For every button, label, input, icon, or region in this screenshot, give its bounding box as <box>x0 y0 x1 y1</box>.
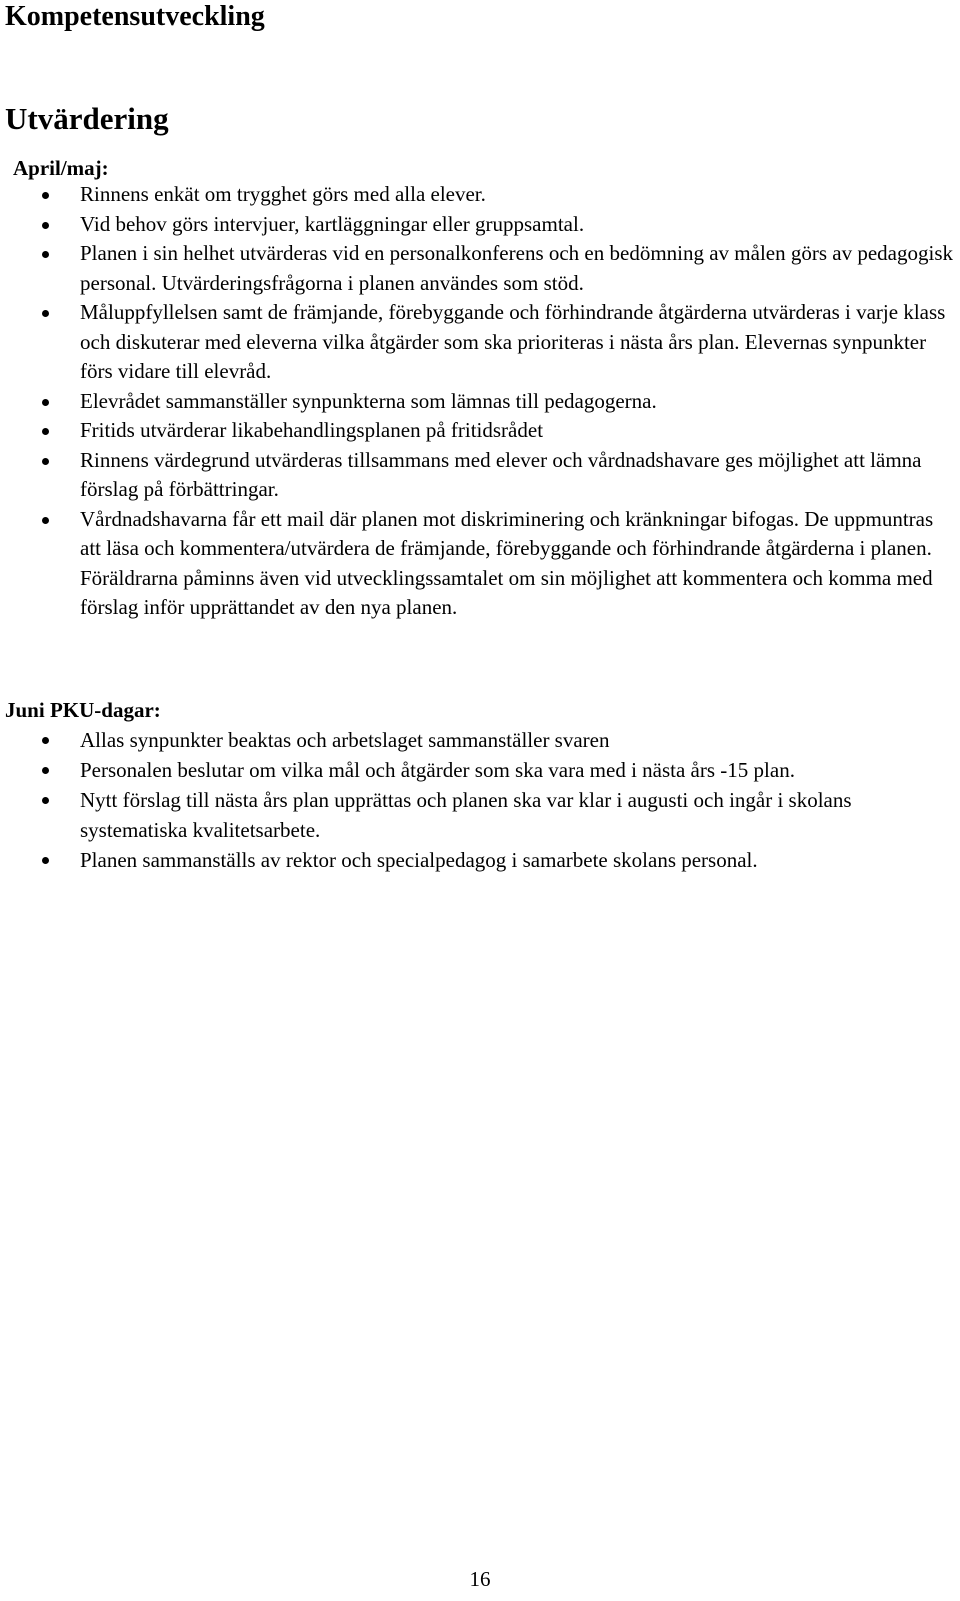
list-item-text: Rinnens värdegrund utvärderas tillsammans med elever och vårdnadshavare ges möjlighet att lämna förslag på förbättringar. <box>80 447 922 501</box>
list-item-text: Nytt förslag till nästa års plan upprättas och planen ska var klar i augusti och ingår i skolans systematiska kvalitetsarbete. <box>80 788 852 842</box>
list-item-text: Rinnens enkät om trygghet görs med alla elever. <box>80 182 486 206</box>
list-item-text: Personalen beslutar om vilka mål och åtgärder som ska vara med i nästa års -15 plan. <box>80 758 795 782</box>
list-item-text: Allas synpunkter beaktas och arbetslaget sammanställer svaren <box>80 728 610 752</box>
page-number: 16 <box>469 1567 491 1591</box>
bullet-dot-icon <box>42 192 49 199</box>
list-item-text: Vårdnadshavarna får ett mail där planen mot diskriminering och kränkningar bifogas. De uppmuntras att läsa och kommentera/utvärdera de främjande, förebyggande och förhindrande åtgärderna i planen. Föräldrarna påminns även vid utvecklingssamtalet om sin möjlighet att kommentera och komma med förslag inför upprättandet av den nya planen. <box>80 506 934 619</box>
bullet-dot-icon <box>42 797 49 804</box>
list-item <box>0 785 960 845</box>
bullet-dot-icon <box>42 399 49 406</box>
bullet-dot-icon <box>42 458 49 465</box>
bullet-dot-icon <box>42 251 49 258</box>
list-item-text: Elevrådet sammanställer synpunkterna som lämnas till pedagogerna. <box>80 388 657 413</box>
list-item-text: Fritids utvärderar likabehandlingsplanen på fritidsrådet <box>80 418 544 442</box>
list-item <box>0 180 960 210</box>
list-item-text: Planen sammanställs av rektor och specialpedagog i samarbete skolans personal. <box>80 848 758 872</box>
list-item <box>0 298 960 387</box>
bullet-dot-icon <box>42 428 49 435</box>
list-item <box>0 387 960 417</box>
list-item <box>0 845 960 875</box>
list-item <box>0 416 960 446</box>
list-item <box>0 725 960 755</box>
bullet-dot-icon <box>42 517 49 524</box>
juni-pku-list <box>0 725 960 875</box>
bullet-dot-icon <box>42 767 49 774</box>
list-item <box>0 755 960 785</box>
section-title: Utvärdering <box>5 101 169 136</box>
bullet-dot-icon <box>42 857 49 864</box>
bullet-dot-icon <box>42 222 49 229</box>
bullet-dot-icon <box>42 737 49 744</box>
juni-pku-heading: Juni PKU-dagar: <box>5 698 161 722</box>
list-item <box>0 505 960 623</box>
list-item <box>0 239 960 298</box>
april-may-list <box>0 180 960 623</box>
april-may-heading: April/maj: <box>13 156 109 180</box>
list-item <box>0 446 960 505</box>
page-title: Kompetensutveckling <box>5 1 265 32</box>
list-item-text: Vid behov görs intervjuer, kartläggningar eller gruppsamtal. <box>80 211 585 236</box>
list-item-text: Måluppfyllelsen samt de främjande, förebyggande och förhindrande åtgärderna utvärderas i varje klass och diskuterar med eleverna vilka åtgärder som ska prioriteras i nästa års plan. Elevernas synpunkter förs vidare till elevråd. <box>80 300 946 383</box>
bullet-dot-icon <box>42 310 49 317</box>
list-item-text: Planen i sin helhet utvärderas vid en personalkonferens och en bedömning av målen görs av pedagogisk personal. Utvärderingsfrågorna i planen användes som stöd. <box>80 241 954 295</box>
list-item <box>0 210 960 240</box>
